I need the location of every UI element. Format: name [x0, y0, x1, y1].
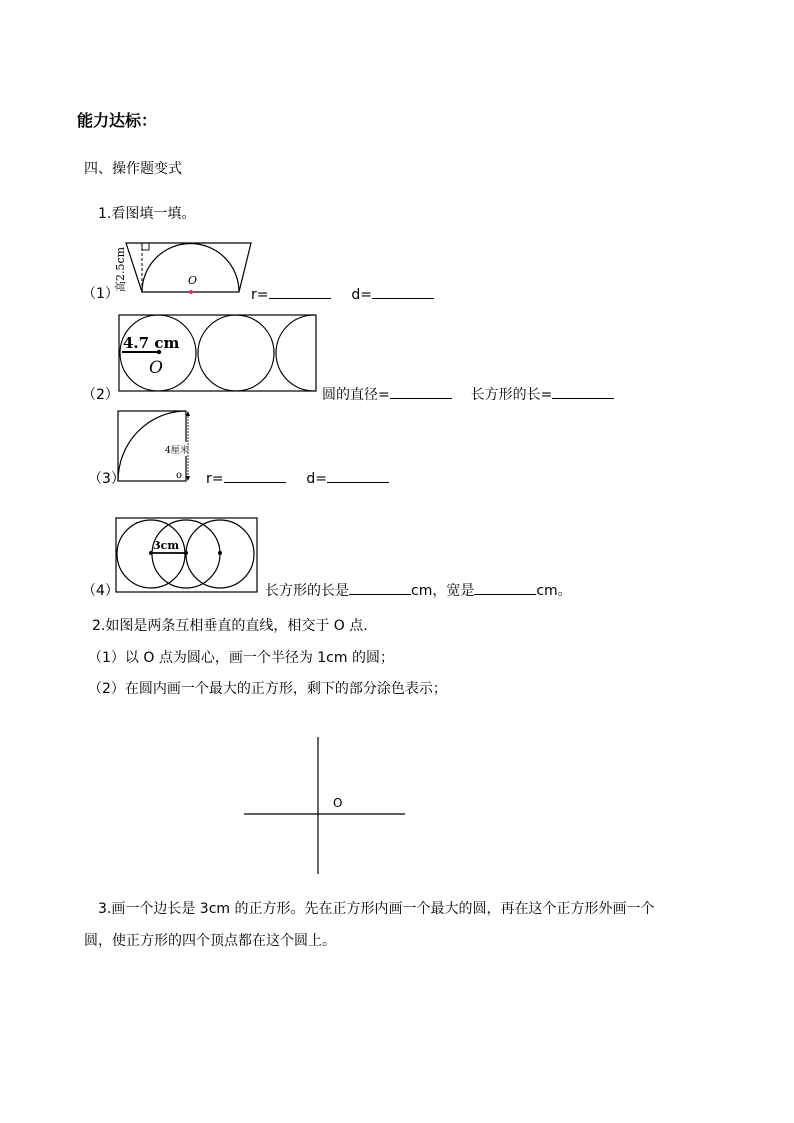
diameter-blank[interactable] [390, 384, 452, 399]
length-text: 长方形的长= [470, 387, 553, 403]
center-dot [189, 290, 193, 294]
q1-sub1-label: （1） [82, 286, 119, 302]
section-title: 能力达标： [77, 111, 158, 130]
center-label: O [188, 274, 198, 287]
q1-sub2-label: （2） [82, 387, 119, 403]
unit1-text: cm，宽是 [411, 583, 475, 599]
d-blank[interactable] [372, 284, 434, 299]
center-label: o [176, 470, 183, 481]
r-text: r= [251, 287, 269, 303]
height-label: 高2.5cm [114, 246, 127, 292]
d-text: d= [351, 287, 373, 303]
q1-sub4-label: （4） [82, 583, 119, 599]
q1-title: 1.看图填一填。 [98, 206, 196, 222]
q3-line1: 3.画一个边长是 3cm 的正方形。先在正方形内画一个最大的圆，再在这个正方形外画一个 [98, 901, 655, 917]
d-text: d= [306, 471, 328, 487]
side-label: 4厘米 [165, 446, 189, 456]
center-dot-middle [184, 551, 188, 555]
r-blank[interactable] [269, 284, 331, 299]
q1-sub4-answers [265, 580, 572, 600]
semicircle-trapezoid-figure [105, 240, 255, 300]
circles-in-rectangle-figure [118, 314, 320, 394]
q3-line2: 圆，使正方形的四个顶点都在这个圆上。 [84, 933, 336, 949]
unit2-text: cm。 [536, 583, 572, 599]
q2-title: 2.如图是两条互相垂直的直线，相交于 O 点. [92, 618, 368, 634]
q1-sub3-answers [206, 468, 389, 487]
circle-2 [198, 315, 274, 391]
radius-label: 4.7 cm [123, 334, 180, 352]
perpendicular-lines-figure [244, 737, 406, 875]
center-label: O [333, 796, 343, 810]
q2-item2: （2）在圆内画一个最大的正方形，剩下的部分涂色表示； [88, 681, 447, 697]
center-label: O [149, 358, 163, 378]
diameter-text: 圆的直径= [322, 387, 390, 403]
quarter-circle-figure [117, 410, 195, 484]
right-angle-mark [142, 243, 149, 250]
overlapping-circles-figure [114, 516, 260, 596]
part-title: 四、操作题变式 [84, 161, 182, 177]
arrow-up [186, 411, 190, 416]
center-dot-right [218, 551, 222, 555]
q2-item1: （1）以 O 点为圆心，画一个半径为 1cm 的圆； [88, 650, 394, 666]
width-blank[interactable] [474, 580, 536, 595]
arrow-down [186, 476, 190, 481]
radius-label: 3cm [153, 539, 179, 552]
length-blank[interactable] [349, 580, 411, 595]
r-text: r= [206, 471, 224, 487]
length-text: 长方形的长是 [265, 583, 349, 599]
q1-sub2-answers [322, 384, 614, 404]
d-blank[interactable] [327, 468, 389, 483]
q1-sub1-answers [251, 284, 434, 303]
length-blank[interactable] [552, 384, 614, 399]
circle-3 [276, 315, 352, 391]
r-blank[interactable] [224, 468, 286, 483]
q1-sub3-label: （3） [88, 471, 125, 487]
